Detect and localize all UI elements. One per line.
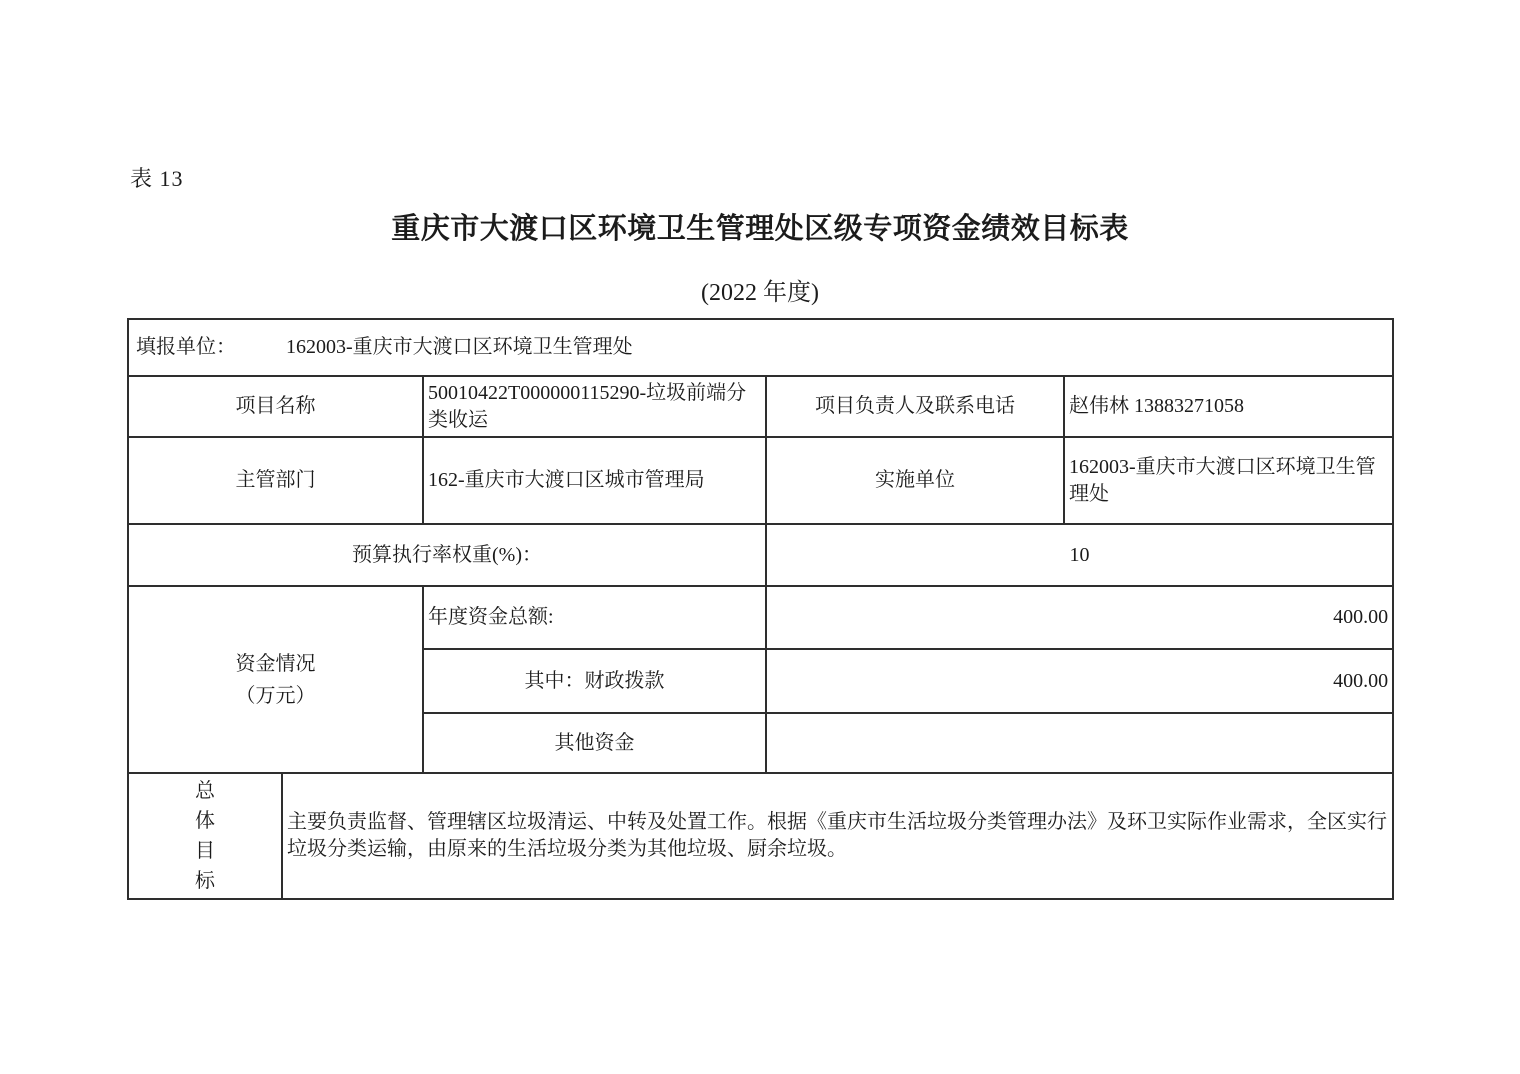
reporting-unit-cell xyxy=(128,319,1393,376)
supervisor-dept-label: 主管部门 xyxy=(128,437,423,524)
document-subtitle: (2022 年度) xyxy=(701,280,819,306)
reporting-unit-value: 162003-重庆市大渡口区环境卫生管理处 xyxy=(286,336,633,358)
funding-fiscal-label: 其中：财政拨款 xyxy=(423,649,766,713)
project-name-value: 50010422T000000115290-垃圾前端分类收运 xyxy=(423,376,766,437)
funding-other-value xyxy=(766,713,1393,773)
implementing-unit-value: 162003-重庆市大渡口区环境卫生管理处 xyxy=(1064,437,1393,524)
overall-goal-char: 总 xyxy=(195,780,215,802)
funding-section-label xyxy=(128,586,423,773)
row-project-name xyxy=(128,376,1393,437)
funding-label-line2: （万元） xyxy=(235,684,316,707)
overall-goal-text: 主要负责监督、管理辖区垃圾清运、中转及处置工作。根据《重庆市生活垃圾分类管理办法》及环卫实际作业需求，全区实行垃圾分类运输，由原来的生活垃圾分类为其他垃圾、厨余垃圾。 xyxy=(282,773,1393,899)
implementing-unit-label: 实施单位 xyxy=(766,437,1064,524)
budget-weight-value: 10 xyxy=(766,524,1393,586)
overall-goal-char: 标 xyxy=(195,870,215,892)
performance-target-table xyxy=(127,318,1394,900)
row-reporting-unit xyxy=(128,319,1393,376)
funding-other-label: 其他资金 xyxy=(423,713,766,773)
project-leader-value: 赵伟林 13883271058 xyxy=(1064,376,1393,437)
project-leader-label: 项目负责人及联系电话 xyxy=(766,376,1064,437)
budget-weight-label: 预算执行率权重(%)： xyxy=(128,524,766,586)
reporting-unit-label: 填报单位： xyxy=(136,336,236,358)
row-supervisor-dept xyxy=(128,437,1393,524)
project-name-label: 项目名称 xyxy=(128,376,423,437)
supervisor-dept-value: 162-重庆市大渡口区城市管理局 xyxy=(423,437,766,524)
row-funding-total xyxy=(128,586,1393,649)
table-number-label: 表 13 xyxy=(130,166,184,191)
row-overall-goal xyxy=(128,773,1393,899)
overall-goal-char: 体 xyxy=(195,810,215,832)
funding-total-value: 400.00 xyxy=(766,586,1393,649)
funding-fiscal-value: 400.00 xyxy=(766,649,1393,713)
row-budget-weight xyxy=(128,524,1393,586)
overall-goal-label xyxy=(128,773,282,899)
document-title: 重庆市大渡口区环境卫生管理处区级专项资金绩效目标表 xyxy=(391,213,1129,245)
overall-goal-char: 目 xyxy=(195,840,215,862)
funding-total-label: 年度资金总额: xyxy=(423,586,766,649)
funding-label-line1: 资金情况 xyxy=(235,652,316,675)
